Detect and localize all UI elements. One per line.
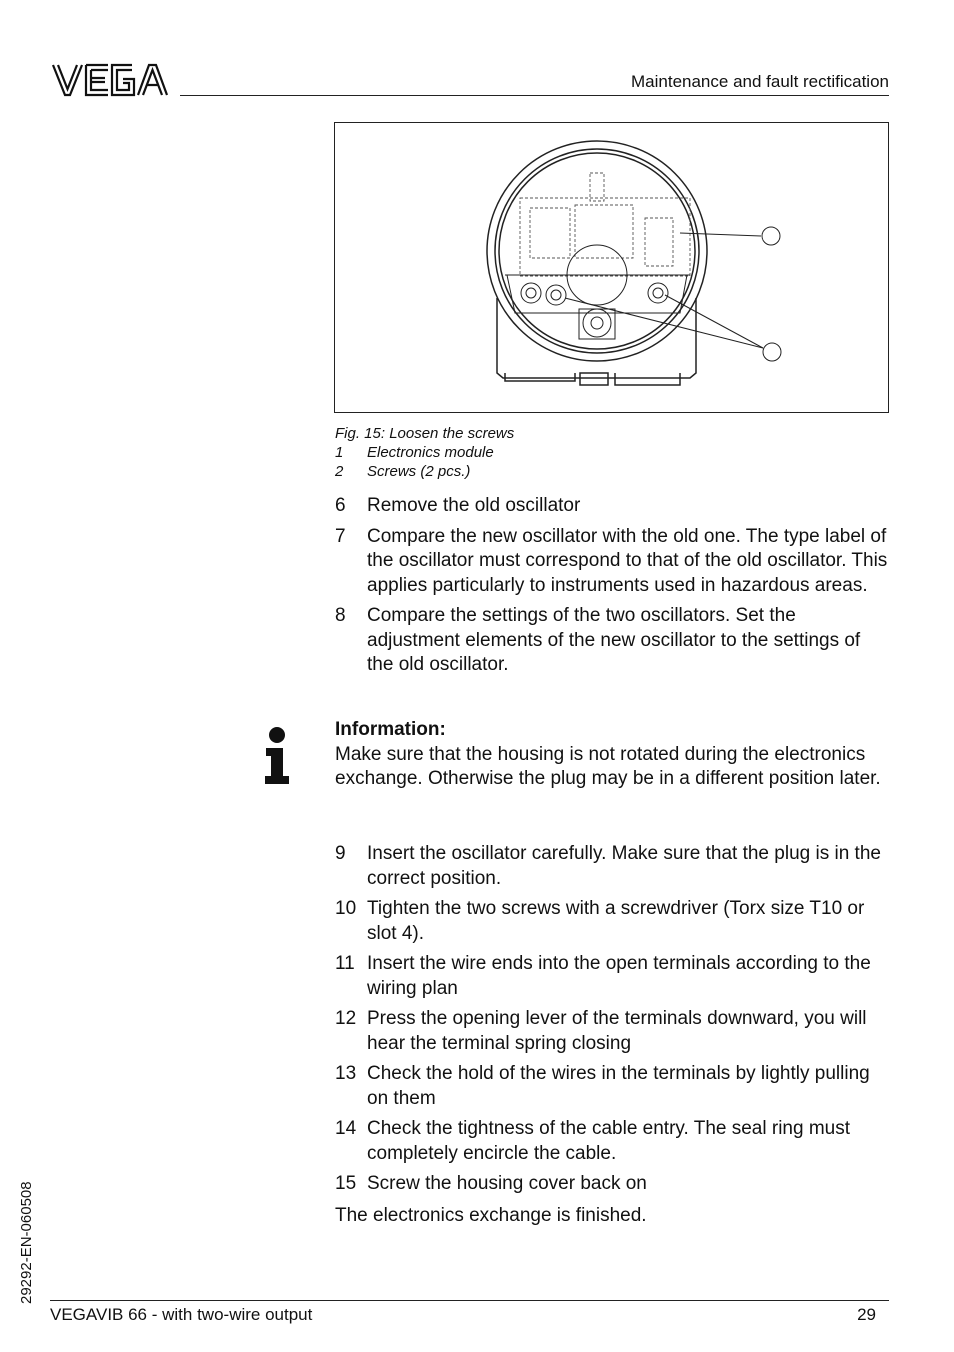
housing-illustration — [335, 123, 888, 412]
information-title: Information: — [335, 719, 446, 740]
information-block — [335, 718, 891, 792]
header-section-title: Maintenance and fault rectification — [631, 72, 889, 91]
step-text: Screw the housing cover back on — [367, 1173, 647, 1194]
step-item — [335, 1172, 891, 1197]
step-item — [335, 494, 891, 519]
step-item — [335, 1007, 891, 1056]
legend-number: 1 — [335, 444, 344, 461]
step-item — [335, 897, 891, 946]
step-item — [335, 1117, 891, 1166]
legend-number: 2 — [335, 463, 344, 480]
vega-logo — [50, 62, 170, 98]
step-number: 13 — [335, 1063, 357, 1084]
step-item — [335, 525, 891, 599]
closing-statement: The electronics exchange is finished. — [335, 1205, 647, 1226]
legend-text: Electronics module — [367, 444, 494, 461]
step-text: Compare the new oscillator with the old one. The type label of the oscillator must correspond to that of the old oscillator. This applies particularly to instruments used in hazardous areas. — [367, 525, 888, 596]
step-text: Insert the oscillator carefully. Make sure that the plug is in the correct position. — [367, 843, 881, 889]
step-number: 8 — [335, 605, 346, 626]
step-text: Remove the old oscillator — [367, 495, 581, 516]
step-number: 11 — [335, 953, 355, 974]
step-number: 14 — [335, 1118, 357, 1139]
step-number: 9 — [335, 843, 346, 864]
step-item — [335, 952, 891, 1001]
figure-caption-block — [335, 424, 514, 481]
step-number: 10 — [335, 898, 357, 919]
figure-caption: Fig. 15: Loosen the screws — [335, 425, 515, 442]
step-item — [335, 604, 891, 678]
step-text: Check the tightness of the cable entry. The seal ring must completely encircle the cable. — [367, 1118, 850, 1164]
figure-frame — [334, 122, 889, 413]
steps-list-b — [335, 842, 891, 1203]
step-item — [335, 842, 891, 891]
footer-rule — [50, 1300, 889, 1301]
step-number: 7 — [335, 525, 346, 547]
step-text: Check the hold of the wires in the terminals by lightly pulling on them — [367, 1063, 870, 1109]
step-number: 12 — [335, 1008, 357, 1029]
step-item — [335, 1062, 891, 1111]
page-number: 29 — [857, 1305, 876, 1324]
legend-text: Screws (2 pcs.) — [367, 463, 471, 480]
step-text: Compare the settings of the two oscillators. Set the adjustment elements of the new oscillator to the settings of the old oscillator. — [367, 605, 861, 675]
step-number: 15 — [335, 1173, 357, 1194]
document-code: 29292-EN-060508 — [18, 1181, 35, 1304]
legend-item — [335, 443, 514, 462]
step-text: Insert the wire ends into the open terminals according to the wiring plan — [367, 953, 871, 999]
header-rule — [180, 95, 889, 96]
footer-product-name: VEGAVIB 66 - with two-wire output — [50, 1305, 313, 1324]
step-number: 6 — [335, 495, 346, 516]
information-icon — [262, 726, 292, 786]
steps-list-a — [335, 494, 891, 684]
legend-item — [335, 462, 514, 481]
information-text: Make sure that the housing is not rotated during the electronics exchange. Otherwise the plug may be in a different position later. — [335, 743, 881, 789]
step-text: Press the opening lever of the terminals downward, you will hear the terminal spring closing — [367, 1008, 867, 1054]
step-text: Tighten the two screws with a screwdriver (Torx size T10 or slot 4). — [367, 898, 865, 944]
